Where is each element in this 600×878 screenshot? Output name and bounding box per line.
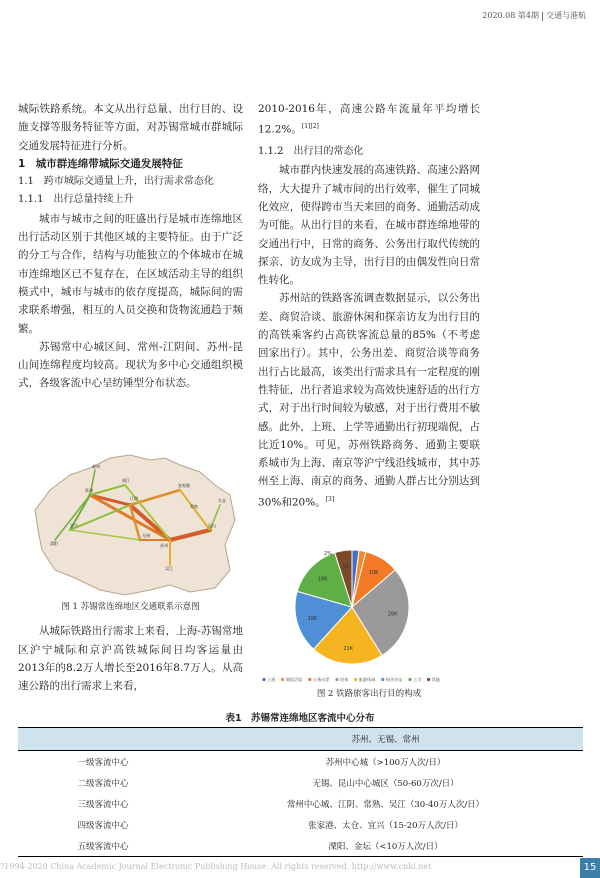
running-header [482, 10, 586, 21]
legend-swatch [427, 678, 430, 681]
table-row [18, 793, 583, 814]
legend-swatch [262, 678, 265, 681]
figure-caption: 图 2 铁路旅客出行目的构成 [316, 689, 422, 699]
region-map [30, 450, 240, 598]
table-cell: 溧阳、金坛（<10万人次/日） [188, 835, 583, 857]
legend-label: 回家 [340, 677, 349, 682]
legend-label: 探亲访友 [385, 677, 403, 682]
legend-label: 旅游休闲 [358, 677, 376, 682]
table-cell: 常州中心城、江阴、常熟、吴江（30-40万人次/日） [286, 799, 485, 810]
map-label: 苏州 [160, 543, 168, 548]
table-row [18, 835, 583, 857]
table-cell: 一级客流中心 [77, 757, 129, 768]
table-title: 表1 苏锡常连绵地区客流中心分布 [225, 713, 375, 724]
legend-label: 公务出差 [312, 677, 330, 682]
pie-data-label: 28K [387, 611, 398, 618]
pie-chart [260, 545, 445, 690]
legend-swatch [408, 678, 411, 681]
pie-data-label: 18K [307, 616, 318, 623]
map-label: 靖江 [122, 478, 130, 483]
page-number: 15 [580, 858, 600, 878]
subsubsection-heading: 1.1.2 出行目的常态化 [258, 146, 364, 158]
paragraph: 苏锡常中心城区间、常州-江阴间、苏州-昆山间连绵程度均较高。现状为多中心交通组织模式，各级客流中心呈纺锤型分布状态。 [18, 340, 243, 390]
table-cell: 二级客流中心 [77, 778, 129, 789]
table-header-row [18, 728, 583, 751]
map-label: 无锡 [142, 533, 150, 538]
table-cell: 无锡、昆山中心城区（50-60万次/日） [312, 778, 459, 789]
map-label: 太仓 [218, 498, 226, 503]
figure-caption: 图 1 苏锡常连绵地区交通联系示意图 [61, 602, 200, 612]
legend-label: 商贸洽谈 [285, 677, 303, 682]
paragraph-text: 2010-2016年，高速公路车流量年平均增长12.2%。 [258, 103, 480, 136]
section-heading: 1 城市群连绵带城际交通发展特征 [18, 157, 183, 170]
table-row [18, 772, 583, 793]
left-column [18, 100, 243, 393]
map-label: 常州 [85, 488, 93, 493]
pie-data-label: 21K [343, 645, 354, 652]
legend-label: 上班 [267, 677, 276, 682]
subsubsection-heading: 1.1.1 出行总量持续上升 [18, 194, 134, 206]
legend-swatch [354, 678, 357, 681]
subsection-heading: 1.1 跨市城际交通量上升，出行需求常态化 [18, 176, 214, 188]
legend-swatch [308, 678, 311, 681]
map-label: 常熟 [190, 504, 198, 509]
table-row [18, 751, 583, 773]
map-label: 江阴 [130, 496, 138, 501]
right-column [258, 100, 480, 512]
paragraph: 城市群内快速发展的高速铁路、高速公路网络，大大提升了城市间的出行效率，催生了同城化效应，使得跨市当天来回的商务、通勤活动成为可能。从出行目的来看，在城市群连绵地带的交通出行中，日常的商务、公务出行取代传统的探亲、访友成为主导，出行目的由偶发性向日常性转化。 [258, 164, 480, 287]
pie-data-label: 16K [317, 576, 328, 583]
paragraph: 城市与城市之间的旺盛出行是城市连绵地区出行活动区别于其他区域的主要特征。由于广泛的分工与合作，结构与功能独立的个体城市在城市连绵地区已不复存在，在区域活动主导的组织模式中，城市与城市的依存度提高，城际间的需求联系增强，相互的人员交换和货物流通趋于频繁。 [18, 212, 243, 335]
copyright-footer: ?1994-2020 China Academic Journal Electronic Publishing House. All rights reserved. http://www.cnki.net [0, 862, 432, 871]
left-column-lower [18, 598, 243, 695]
map-label: 泰州 [92, 464, 100, 469]
table-cell: 苏州中心城（>100万人次/日） [325, 757, 446, 768]
paragraph [258, 289, 480, 511]
legend-swatch [335, 678, 338, 681]
journal-name: 交通与港航 [546, 11, 586, 20]
legend-label: 上学 [413, 677, 422, 682]
pie-data-label: 10K [368, 570, 379, 577]
map-label: 溧阳 [50, 541, 58, 546]
map-label: 吴江 [165, 566, 173, 571]
pie-data-label: 5K [342, 564, 349, 571]
citation: [1][2] [301, 123, 319, 131]
citation: [3] [325, 495, 335, 503]
table-header: 苏州、无锡、常州 [188, 728, 583, 751]
table-cell: 四级客流中心 [77, 820, 129, 831]
issue-date: 2020.08 第4期 [482, 11, 539, 20]
map-label: 宜兴 [70, 523, 78, 528]
legend-swatch [381, 678, 384, 681]
data-table [18, 727, 583, 857]
header-divider [542, 12, 543, 21]
paragraph: 从城际铁路出行需求上来看，上海-苏锡常地区沪宁城际和京沪高铁城际间日均客运量由2013年的8.2万人增长至2016年8.7万人。从高速公路的出行需求上来看， [18, 625, 243, 693]
legend-label: 其他 [431, 677, 440, 682]
paragraph: 城际铁路系统。本文从出行总量、出行目的、设施支撑等服务特征等方面，对苏锡常城市群城际交通发展特征进行分析。 [18, 103, 243, 152]
pie-top-label: 2% [324, 551, 332, 557]
table-cell: 五级客流中心 [18, 835, 188, 857]
table-header-spacer [18, 728, 188, 751]
table-row [18, 814, 583, 835]
map-label: 张家港 [178, 483, 190, 488]
table-cell: 张家港、太仓、宜兴（15-20万人次/日） [308, 820, 463, 831]
paragraph-text: 苏州站的铁路客流调查数据显示，以公务出差、商贸洽谈、旅游休闲和探亲访友为出行目的的高铁乘客约占高铁客流总量的85%（不考虑回家出行）。其中，公务出差、商贸洽谈等商务出行占比最高，该类出行需求具有一定程度的刚性特征，出行者追求较为高效快速舒适的出行方式，对于出行时间较为敏感，对于出行费用不敏感。此外，上班、上学等通勤出行初现端倪，占比近10%。可见，苏州铁路商务、通勤主要联系城市为上海、南京等沪宁线沿线城市，其中苏州至上海、南京的商务、通勤人群占比分别达到30%和20%。 [258, 292, 480, 509]
map-label: 昆山 [208, 523, 216, 528]
legend-swatch [281, 678, 284, 681]
table-cell: 三级客流中心 [77, 799, 129, 810]
paragraph [258, 100, 480, 139]
